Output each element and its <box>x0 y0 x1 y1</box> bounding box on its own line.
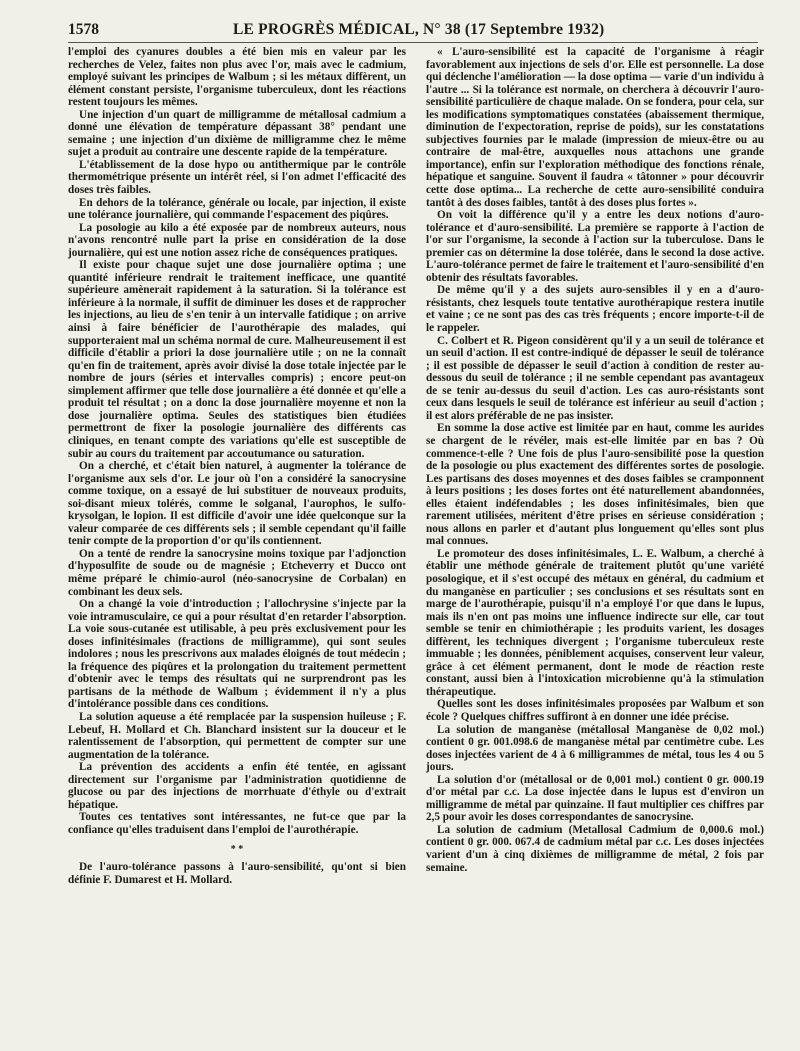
left-column <box>68 46 406 886</box>
page-header <box>68 20 758 43</box>
paragraph: La solution d'or (métallosal or de 0,001 mol.) contient 0 gr. 000.19 d'or métal par c.c. La dose injectée dans le lupus est d'environ un milligramme de métal par quinzaine. Il faut multiplier ces chiffres par 2,5 pour avoir les doses correspondantes de sanocrysine. <box>426 773 764 824</box>
paragraph: De même qu'il y a des sujets auro-sensibles il y en a d'auro-résistants, chez lesquels toute tentative aurothérapique restera inutile et vaine ; ce ne sont pas des cas très fréquents ; encore importe-t-il de le rappeler. <box>426 284 764 335</box>
paragraph: On voit la différence qu'il y a entre les deux notions d'auro-tolérance et d'auro-sensibilité. La première se rapporte à l'action de l'or sur l'organisme, la seconde à l'action sur la tuberculose. Dans le premier cas on détermine la dose tolérée, dans le second la dose active. L'auro-tolérance permet de faire le traitement et l'auro-sensibilité d'en obtenir des résultats favorables. <box>426 209 764 284</box>
paragraph: De l'auro-tolérance passons à l'auro-sensibilité, qu'ont si bien définie F. Dumarest et H. Mollard. <box>68 861 406 886</box>
paragraph: La posologie au kilo a été exposée par de nombreux auteurs, nous n'avons rencontré nulle part la prise en considération de la dose journalière, qui est une notion assez riche de conséquences pratiques. <box>68 221 406 259</box>
paragraph: L'établissement de la dose hypo ou antithermique par le contrôle thermométrique présente un intérêt réel, si l'on admet l'efficacité des doses très faibles. <box>68 158 406 197</box>
paragraph: En somme la dose active est limitée par en haut, comme les aurides se chargent de le révéler, mais est-elle limitée par en bas ? Où commence-t-elle ? Une fois de plus l'auro-sensibilité pose la question de la posologie ou plus exactement des différentes sortes de posologie. Les partisans des doses moyennes et des doses faibles se cramponnent à leurs positions ; les doses fortes ont été naturellement abandonnées, elles étaient indéfendables ; les doses infinitésimales, bien que rarement utilisées, méritent d'être prises en sérieuse considération ; nous allons en parler et d'autant plus longuement qu'elles sont plus mal connues. <box>426 422 764 548</box>
paragraph: La prévention des accidents a enfin été tentée, en agissant directement sur l'organisme par l'administration quotidienne de glucose ou par des injections de morrhuate d'éthyle ou d'extrait hépatique. <box>68 761 406 811</box>
paragraph: Le promoteur des doses infinitésimales, L. E. Walbum, a cherché à établir une méthode générale de traitement plutôt qu'une variété posologique, et il s'est occupé des métaux en général, du cadmium et du manganèse en particulier ; ses conclusions et ses résultats sont en marge de l'aurothérapie, puisqu'il n'a employé l'or que dans le lupus, mais ils n'en ont pas moins une influence indirecte sur elle, car tout semble se tenir en chimiothérapie ; les produits varient, les dosages diffèrent, les techniques divergent ; l'organisme tuberculeux reste immuable ; les données, péniblement acquises, conservent leur valeur, grâce à cet élément permanent, dont le mode de réaction reste constant, aussi bien à l'intoxication microbienne qu'à la stimulation thérapeutique. <box>426 547 764 698</box>
paragraph: Toutes ces tentatives sont intéressantes, ne fut-ce que par la confiance qu'elles traduisent dans l'emploi de l'aurothérapie. <box>68 811 406 836</box>
journal-title: LE PROGRÈS MÉDICAL, N° 38 (17 Septembre 1932) <box>233 21 605 38</box>
right-column <box>426 46 764 874</box>
paragraph: On a cherché, et c'était bien naturel, à augmenter la tolérance de l'organisme aux sels d'or. Le jour où l'on a considéré la sanocrysine comme toxique, on a essayé de lui substituer de nouveaux produits, soi-disant mieux tolérés, comme le solganal, l'aurophos, le sulfo-krysolgan, le lopion. Il est difficile d'avoir une idée quelconque sur la valeur comparée de ces différents sels ; il semble cependant qu'il faille tenir compte de la proportion d'or qu'ils contiennent. <box>68 460 406 548</box>
page-number: 1578 <box>68 21 99 38</box>
paragraph: On a tenté de rendre la sanocrysine moins toxique par l'adjonction d'hyposulfite de soude ou de magnésie ; Etcheverry et Ducco ont même préparé le chimio-aurol (néo-sanocrysine de Corbalan) en combinant les deux sels. <box>68 547 406 598</box>
paragraph: La solution de cadmium (Metallosal Cadmium de 0,000.6 mol.) contient 0 gr. 000. 067.4 de cadmium métal par c.c. Les doses injectées varient d'un à cinq dixièmes de milligramme de métal, 2 fois par semaine. <box>426 823 764 874</box>
paragraph: Il existe pour chaque sujet une dose journalière optima ; une quantité inférieure rendrait le traitement inefficace, une quantité supérieure amènerait rapidement à la saturation. Si la tolérance est inférieure à la normale, il suffit de diminuer les doses et de rapprocher les injections, au lieu de s'en tenir à un intervalle fatidique ; on arrive ainsi à faire bénéficier de l'aurothérapie des malades, qui supporteraient mal un schéma normal de cure. Malheureusement il est difficile d'établir a priori la dose journalière utile ; on ne la connaît qu'en fin de traitement, après avoir divisé la dose totale injectée par le nombre de jours (séries et intervalles compris) ; encore peut-on simplement affirmer que telle dose journalière a été donnée et qu'elle a produit tel résultat ; on a donc la dose journalière moyenne et non la dose journalière optima. Seules des statistiques bien étudiées permettront de fixer la posologie journalière des différents cas cliniques, en tenant compte des variations qu'elle est susceptible de subir au cours du traitement par accoutumance ou saturation. <box>68 259 406 460</box>
paragraph: Une injection d'un quart de milligramme de métallosal cadmium a donné une élévation de température dépassant 38° pendant une semaine ; une injection d'un dixième de milligramme chez le même sujet a produit au contraire une descente rapide de la température. <box>68 108 406 159</box>
paragraph: La solution aqueuse a été remplacée par la suspension huileuse ; F. Lebeuf, H. Mollard et Ch. Blanchard insistent sur la douceur et le ralentissement de l'absorption, qui permettent de compter sur une augmentation de la tolérance. <box>68 710 406 761</box>
paragraph: On a changé la voie d'introduction ; l'allochrysine s'injecte par la voie intramusculaire, ce qui a pour résultat d'en retarder l'absorption. La voie sous-cutanée est utilisable, à peu près exclusivement pour les doses infinitésimales (fractions de milligramme), qui sont seules indolores ; nous les prescrivons aux malades éloignés de tout médecin ; la fréquence des piqûres et la prolongation du traitement permettent d'obtenir avec le temps des résultats qui ne surprendront pas les partisans de la méthode de Walbum ; évidemment il n'y a plus d'intolérance possible dans ces conditions. <box>68 598 406 711</box>
paragraph: l'emploi des cyanures doubles a été bien mis en valeur par les recherches de Velez, faites non plus avec l'or, mais avec le cadmium, employé suivant les principes de Walbum ; si les métaux diffèrent, un élément constant persiste, l'organisme tuberculeux, dont les réactions restent toujours les mêmes. <box>68 46 406 109</box>
paragraph: « L'auro-sensibilité est la capacité de l'organisme à réagir favorablement aux injections de sels d'or. Elle est personnelle. La dose qui déclenche l'amélioration — la dose optima — varie d'un individu à l'autre ... Si la tolérance est normale, on cherchera à découvrir l'auro-sensibilité particulière de chaque malade. On se fondera, pour cela, sur les modifications symptomatiques constatées (abaissement thermique, diminution de l'expectoration, reprise de poids), sur les constatations subjectives fournies par le malade (impression de mieux-être ou au contraire de mal-être, auxquelles nous attachons une grande importance), enfin sur l'exploration méthodique des fonctions rénale, hépatique et sanguine. Souvent il faudra « tâtonner » pour découvrir cette dose optima... La recherche de cette auro-sensibilité conduira tantôt à des doses faibles, tantôt à des doses plus fortes ». <box>426 46 765 209</box>
section-separator: * * <box>230 844 244 856</box>
paragraph: Quelles sont les doses infinitésimales proposées par Walbum et son école ? Quelques chiffres suffiront à en donner une idée précise. <box>426 698 764 723</box>
paragraph: En dehors de la tolérance, générale ou locale, par injection, il existe une tolérance journalière, qui commande l'espacement des piqûres. <box>68 196 406 222</box>
paragraph: C. Colbert et R. Pigeon considèrent qu'il y a un seuil de tolérance et un seuil d'action. Il est contre-indiqué de dépasser le seuil de tolérance ; il est possible de dépasser le seuil d'action à condition de rester au-dessous du seuil de tolérance ; il ne semble cependant pas avantageux de se tenir au-dessus du seuil d'action. Les cas auro-résistants sont ceux dans lesquels le seuil de tolérance est inférieur au seuil d'action ; il est alors préférable de ne pas insister. <box>426 334 764 422</box>
paragraph: La solution de manganèse (métallosal Manganèse de 0,02 mol.) contient 0 gr. 001.098.6 de manganèse métal par centimètre cube. Les doses injectées varient de 4 à 6 milligrammes de métal, tous les 4 ou 5 jours. <box>426 723 764 774</box>
